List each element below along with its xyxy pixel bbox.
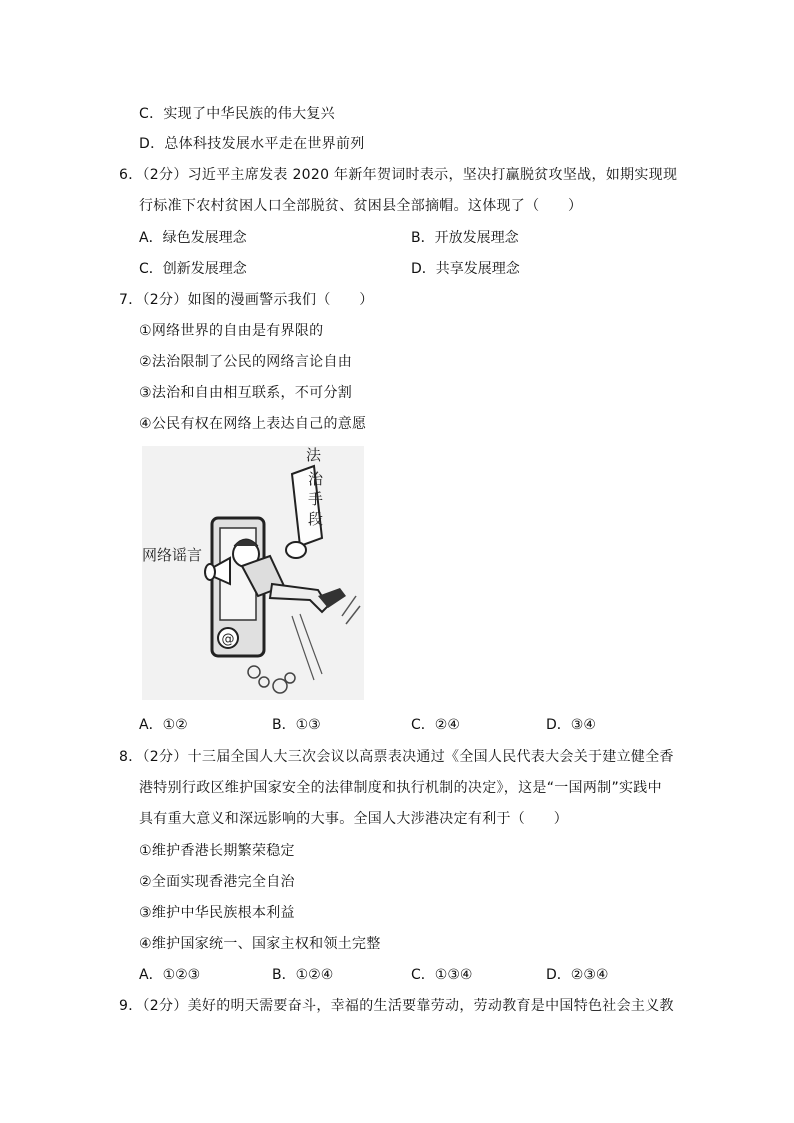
q7-item-3: ③法治和自由相互联系，不可分割 [139, 385, 353, 401]
q9-stem-line1: 9．（2分）美好的明天需要奋斗，幸福的生活要靠劳动，劳动教育是中国特色社会主义教 [119, 998, 674, 1014]
q6-option-b: B．开放发展理念 [411, 230, 519, 246]
q8-option-b: B．①②④ [272, 967, 334, 983]
arm-label-4: 段 [308, 510, 324, 528]
q7-option-c: C．②④ [411, 717, 460, 733]
cartoon-illustration [142, 446, 364, 700]
arm-label-3: 手 [308, 490, 324, 508]
q6-option-c: C．创新发展理念 [139, 261, 247, 277]
q8-option-a: A．①②③ [139, 967, 201, 983]
q8-stem-line1: 8．（2分）十三届全国人大三次会议以高票表决通过《全国人民代表大会关于建立健全香 [119, 749, 674, 765]
q6-option-a: A．绿色发展理念 [139, 230, 247, 246]
q8-item-3: ③维护中华民族根本利益 [139, 905, 295, 921]
q8-item-1: ①维护香港长期繁荣稳定 [139, 843, 295, 859]
q6-stem-line1: 6．（2分）习近平主席发表 2020 年新年贺词时表示，坚决打赢脱贫攻坚战，如期实现现 [119, 167, 678, 183]
q6-stem-line2: 行标准下农村贫困人口全部脱贫、贫困县全部摘帽。这体现了（ ） [139, 198, 583, 214]
q8-option-c: C．①③④ [411, 967, 473, 983]
q8-item-4: ④维护国家统一、国家主权和领土完整 [139, 936, 381, 952]
q8-stem-line2: 港特别行政区维护国家安全的法律制度和执行机制的决定》，这是“一国两制”实践中 [139, 780, 662, 796]
rumor-label: 网络谣言 [142, 546, 203, 564]
q7-option-a: A．①② [139, 717, 188, 733]
arm-label-2: 治 [308, 470, 324, 488]
q7-stem: 7．（2分）如图的漫画警示我们（ ） [119, 292, 374, 308]
q7-item-2: ②法治限制了公民的网络言论自由 [139, 354, 353, 370]
q8-stem-line3: 具有重大意义和深远影响的大事。全国人大涉港决定有利于（ ） [139, 811, 568, 827]
option-c: C．实现了中华民族的伟大复兴 [139, 106, 335, 122]
q7-option-d: D．③④ [546, 717, 596, 733]
q8-item-2: ②全面实现香港完全自治 [139, 874, 295, 890]
arm-label-1: 法 [306, 446, 322, 464]
at-symbol-text: @ [221, 632, 235, 647]
option-d: D．总体科技发展水平走在世界前列 [139, 136, 365, 152]
q7-item-1: ①网络世界的自由是有界限的 [139, 323, 324, 339]
q8-option-d: D．②③④ [546, 967, 609, 983]
q7-item-4: ④公民有权在网络上表达自己的意愿 [139, 416, 367, 432]
q6-option-d: D．共享发展理念 [411, 261, 520, 277]
q7-option-b: B．①③ [272, 717, 321, 733]
cartoon-svg [142, 446, 364, 700]
